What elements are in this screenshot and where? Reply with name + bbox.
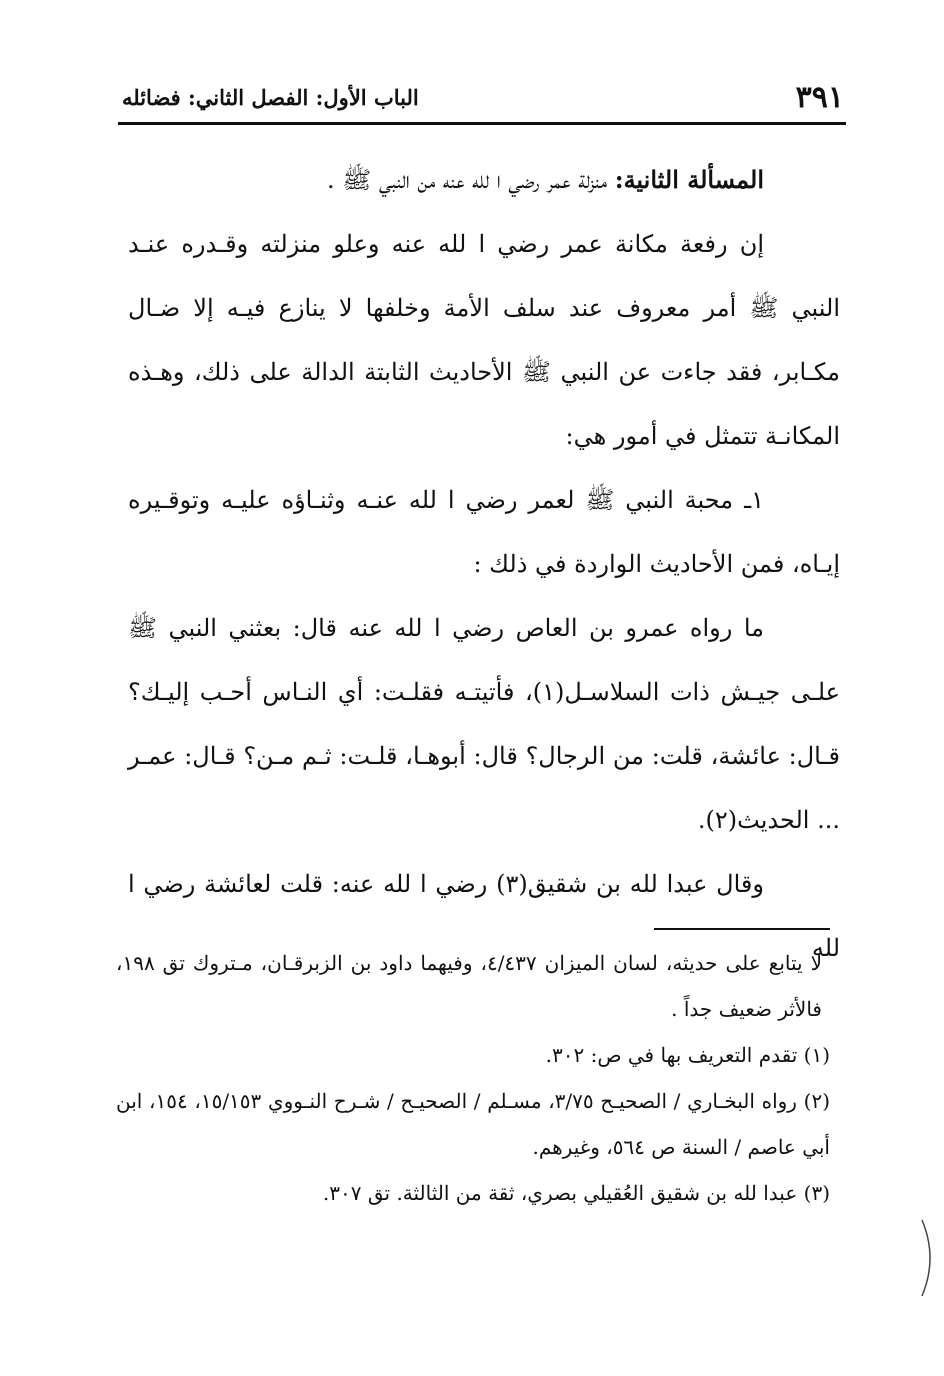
page-header	[118, 76, 844, 122]
header-rule	[118, 122, 846, 125]
footnote-3: (٣) عبدا لله بن شقيق العُقيلي بصري، ثقة من الثالثة. تق ٣٠٧.	[322, 1181, 830, 1205]
footnote-1: (١) تقدم التعريف بها في ص: ٣٠٢.	[545, 1043, 830, 1067]
margin-bracket-mark	[918, 1218, 940, 1298]
paragraph-point-1: ١ـ محبة النبي ﷺ لعمر رضي ا لله عنـه وثنـاؤه عليـه وتوقـيره إيـاه، فمن الأحاديث الواردة في ذلك :	[128, 486, 840, 578]
section-heading	[128, 148, 840, 212]
section-heading-text: منزلة عمر رضي ا لله عنه من النبي ﷺ .	[327, 166, 615, 194]
footnotes	[116, 940, 830, 1216]
running-title: الباب الأول: الفصل الثاني: فضائله	[122, 85, 419, 110]
page-number: ٣٩١	[795, 80, 844, 115]
paragraph-abdullah-shaqiq: وقال عبدا لله بن شقيق(٣) رضي ا لله عنه: قلت لعائشة رضي ا لله	[128, 870, 840, 962]
footnote-separator	[654, 928, 830, 930]
footnote-continuation: لا يتابع على حديثه، لسان الميزان ٤/٤٣٧، وفيهما داود بن الزبرقـان، مـتروك تق ١٩٨، فالأثر ضعيف جداً .	[116, 951, 822, 1021]
main-text	[128, 148, 840, 980]
section-heading-label: المسألة الثانية:	[614, 165, 764, 194]
footnote-2: (٢) رواه البخـاري / الصحيـح ٣/٧٥، مسـلم / الصحيـح / شـرح النـووي ١٥/١٥٣، ١٥٤، ابن أبي عاصم / السنة ص ٥٦٤، وغيرهم.	[116, 1089, 830, 1159]
paragraph-intro: إن رفعة مكانة عمر رضي ا لله عنه وعلو منزلته وقـدره عنـد النبي ﷺ أمر معروف عند سلف الأمة وخلفها لا ينازع فيـه إلا ضـال مكـابر، فقد جاءت عن النبي ﷺ الأحاديث الثابتة الدالة على ذلك، وهـذه المكانـة تتمثل في أمور هي:	[128, 230, 840, 450]
paragraph-hadith-amr: ما رواه عمرو بن العاص رضي ا لله عنه قال: بعثني النبي ﷺ علـى جيـش ذات السلاسـل(١)، فأتيتـه فقلـت: أي النـاس أحـب إليـك؟ قـال: عائشة، قلت: من الرجال؟ قال: أبوهـا، قلـت: ثـم مـن؟ قـال: عمـر ... الحديث(٢).	[128, 614, 841, 834]
